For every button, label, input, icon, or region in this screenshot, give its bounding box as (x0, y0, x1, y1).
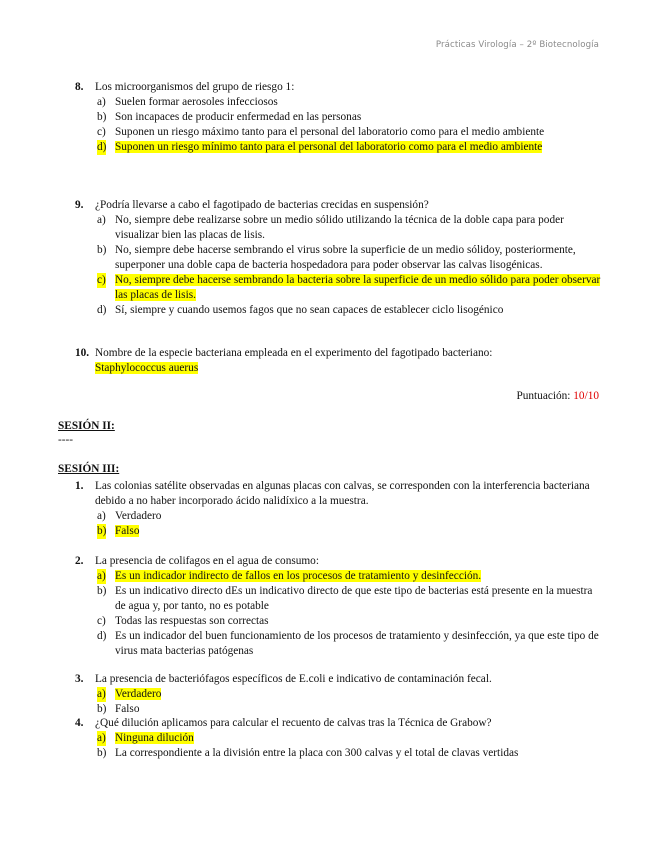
session-2-content: ---- (58, 434, 74, 446)
option-b: b) Falso (97, 703, 140, 715)
session3-question-3 (75, 672, 605, 717)
option-d-selected: d) Suponen un riesgo mínimo tanto para el personal del laboratorio como para el medio ambiente (97, 141, 543, 153)
question-number: 1. (75, 480, 84, 492)
option-b: b) Son incapaces de producir enfermedad en las personas (97, 111, 362, 123)
option-a: a) Suelen formar aerosoles infecciosos (97, 96, 278, 108)
question-number: 10. (75, 347, 90, 359)
question-8 (75, 80, 605, 155)
option-b: b) La correspondiente a la división entre la placa con 300 calvas y el total de clavas vertidas (97, 747, 519, 759)
option-a: a) No, siempre debe realizarse sobre un medio sólido utilizando la técnica de la doble capa para poder visualizar bien las placas de lisis. (97, 214, 564, 241)
question-text: Nombre de la especie bacteriana empleada en el experimento del fagotipado bacteriano: (95, 347, 493, 359)
session3-question-1 (75, 479, 605, 539)
question-text: La presencia de bacteriófagos específicos de E.coli e indicativo de contaminación fecal. (95, 673, 492, 685)
option-a: a) Verdadero (97, 510, 162, 522)
option-b-selected: b) Falso (97, 525, 140, 537)
question-text: La presencia de colifagos en el agua de consumo: (95, 555, 319, 567)
question-10 (75, 346, 605, 376)
question-text: Los microorganismos del grupo de riesgo 1: (95, 81, 295, 93)
score-label: Puntuación: (516, 390, 571, 402)
question-text: ¿Podría llevarse a cabo el fagotipado de bacterias crecidas en suspensión? (95, 199, 429, 211)
option-c: c) Suponen un riesgo máximo tanto para el personal del laboratorio como para el medio ambiente (97, 126, 545, 138)
score (516, 390, 599, 402)
session-3-title: SESIÓN III: (58, 463, 120, 475)
question-number: 2. (75, 555, 84, 567)
question-number: 9. (75, 199, 84, 211)
option-b: b) No, siempre debe hacerse sembrando el virus sobre la superficie de un medio sólidoy, posteriormente, superponer una doble capa de bacteria hospedadora para poder observar las calvas lisogénicas. (97, 244, 576, 271)
option-d: d) Es un indicador del buen funcionamiento de los procesos de tratamiento y desinfección, ya que este tipo de virus mata bacterias patógenas (97, 630, 599, 657)
answer-text: Staphylococcus auerus (95, 362, 199, 374)
question-text: ¿Qué dilución aplicamos para calcular el recuento de calvas tras la Técnica de Grabow? (95, 717, 492, 729)
option-b: b) Es un indicativo directo dEs un indicativo directo de que este tipo de bacterias está presente en la muestra de agua y, por tanto, no es potable (97, 585, 593, 612)
option-c-selected: c) No, siempre debe hacerse sembrando la bacteria sobre la superficie de un medio sólido para poder observar las placas de lisis. (97, 274, 601, 301)
question-number: 3. (75, 673, 84, 685)
page-header: Prácticas Virología – 2º Biotecnología (435, 40, 599, 50)
option-c: c) Todas las respuestas son correctas (97, 615, 269, 627)
session3-question-2 (75, 554, 605, 659)
score-value: 10/10 (573, 390, 599, 402)
option-a-selected: a) Es un indicador indirecto de fallos en los procesos de tratamiento y desinfección. (97, 570, 482, 582)
question-number: 4. (75, 717, 84, 729)
session-2-title: SESIÓN II: (58, 420, 115, 432)
option-a-selected: a) Ninguna dilución (97, 732, 194, 744)
question-text: Las colonias satélite observadas en algunas placas con calvas, se corresponden con la interferencia bacteriana debido a no haber incorporado ácido nalidíxico a la muestra. (95, 480, 590, 507)
option-a-selected: a) Verdadero (97, 688, 162, 700)
option-d: d) Sí, siempre y cuando usemos fagos que no sean capaces de establecer ciclo lisogénico (97, 304, 504, 316)
question-number: 8. (75, 81, 84, 93)
session3-question-4 (75, 716, 605, 761)
question-9 (75, 198, 605, 318)
